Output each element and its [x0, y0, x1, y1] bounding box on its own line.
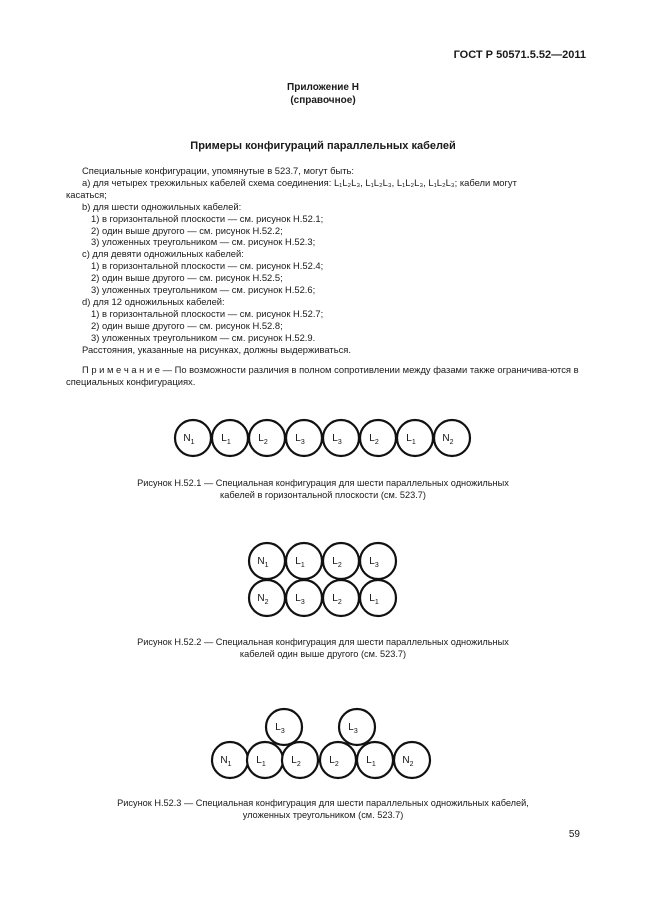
cable-label: $N_1$ [257, 556, 269, 569]
cable-label: $L_3$ [295, 593, 305, 606]
cable-label: $L_3$ [369, 556, 379, 569]
figure-3-caption [0, 797, 646, 821]
cable-label: $L_2$ [369, 433, 379, 446]
section-title: Примеры конфигураций параллельных кабелей [190, 140, 456, 152]
list-subitem: 2) один выше другого — см. рисунок Н.52.2; [91, 224, 283, 236]
cable-circle [249, 580, 285, 616]
figure-3-cables [212, 709, 430, 778]
list-subitem: 1) в горизонтальной плоскости — см. рисунок Н.52.7; [91, 307, 324, 319]
list-subitem: 2) один выше другого — см. рисунок Н.52.5; [91, 272, 283, 284]
cable-label: $N_2$ [442, 433, 454, 446]
figure-2-caption-line-2: кабелей один выше другого (см. 523.7) [239, 649, 407, 659]
cable-label: $L_1$ [256, 755, 266, 768]
cable-label: $L_1$ [406, 433, 416, 446]
cable-circle [249, 543, 285, 579]
figure-3-caption-line-1: Рисунок Н.52.3 — Специальная конфигурация для шести параллельных одножильных кабелей, [117, 798, 529, 808]
annex-title: Приложение Н [287, 82, 359, 93]
list-subitem: 2) один выше другого — см. рисунок Н.52.8; [91, 319, 283, 331]
cable-circle [286, 543, 322, 579]
cable-label: $N_2$ [402, 755, 414, 768]
cable-circle [212, 742, 248, 778]
cable-circle [357, 742, 393, 778]
list-subitem: 1) в горизонтальной плоскости — см. рисунок Н.52.4; [91, 260, 324, 272]
cable-circle [212, 420, 248, 456]
note-paragraph: П р и м е ч а н и е — По возможности различия в полном сопротивлении между фазами также ограничива-ются в специальных конфигурациях. [66, 364, 579, 387]
cable-circle [323, 580, 359, 616]
figure-1-caption-line-2: кабелей в горизонтальной плоскости (см. 523.7) [220, 490, 426, 500]
cable-label: $L_1$ [366, 755, 376, 768]
cable-circle [397, 420, 433, 456]
cable-circle [434, 420, 470, 456]
cable-circle [286, 580, 322, 616]
cable-circle [286, 420, 322, 456]
figure-1-caption [0, 477, 646, 501]
list-item-b: b) для шести одножильных кабелей: [82, 200, 242, 212]
list-subitem: 1) в горизонтальной плоскости — см. рисунок Н.52.1; [91, 212, 324, 224]
figure-2-caption-line-1: Рисунок Н.52.2 — Специальная конфигурация для шести параллельных одножильных [137, 637, 509, 647]
cable-label: $L_2$ [332, 593, 342, 606]
cable-circle [360, 580, 396, 616]
cable-label: $L_3$ [332, 433, 342, 446]
distances-paragraph: Расстояния, указанные на рисунках, должны выдерживаться. [82, 343, 351, 355]
cable-label: $L_2$ [329, 755, 339, 768]
cable-label: $N_1$ [183, 433, 195, 446]
page-number: 59 [568, 829, 580, 840]
cable-label: $L_3$ [348, 722, 358, 735]
cable-label: $L_1$ [221, 433, 231, 446]
cable-circle [323, 543, 359, 579]
cable-label: $L_3$ [275, 722, 285, 735]
cable-circle [175, 420, 211, 456]
cable-circle [266, 709, 302, 745]
list-subitem: 3) уложенных треугольником — см. рисунок Н.52.6; [91, 284, 316, 296]
cable-circle [247, 742, 283, 778]
annex-subtitle: (справочное) [290, 95, 356, 106]
list-item-c: с) для девяти одножильных кабелей: [82, 248, 244, 260]
cable-circle [249, 420, 285, 456]
cable-label: $L_2$ [332, 556, 342, 569]
cable-circle [360, 420, 396, 456]
list-subitem: 3) уложенных треугольником — см. рисунок Н.52.3; [91, 236, 316, 248]
cable-label: $N_2$ [257, 593, 269, 606]
list-item-a-cont: касаться; [66, 188, 107, 200]
list-subitem: 3) уложенных треугольником — см. рисунок Н.52.9. [91, 331, 316, 343]
figure-2-cables [249, 543, 396, 616]
cable-circle [360, 543, 396, 579]
list-item-d: d) для 12 одножильных кабелей: [82, 295, 225, 307]
intro-paragraph: Специальные конфигурации, упомянутые в 523.7, могут быть: [82, 165, 355, 176]
cable-label: $N_1$ [220, 755, 232, 768]
figure-2-caption [0, 636, 646, 660]
cable-circle [339, 709, 375, 745]
list-item-a: а) для четырех трехжильных кабелей схема соединения: L₁L₂L₃, L₁L₂L₃, L₁L₂L₃, L₁L₂L₃; кабели могут [82, 176, 517, 188]
cable-circle [282, 742, 318, 778]
cable-label: $L_1$ [369, 593, 379, 606]
cable-circle [394, 742, 430, 778]
cable-label: $L_3$ [295, 433, 305, 446]
cable-circle [320, 742, 356, 778]
standard-number: ГОСТ Р 50571.5.52—2011 [453, 49, 586, 61]
cable-label: $L_1$ [295, 556, 305, 569]
cable-label: $L_2$ [291, 755, 301, 768]
cable-circle [323, 420, 359, 456]
figure-1-cables [175, 420, 470, 456]
figure-1-caption-line-1: Рисунок Н.52.1 — Специальная конфигурация для шести параллельных одножильных [137, 478, 509, 488]
cable-label: $L_2$ [258, 433, 268, 446]
figure-3-caption-line-2: уложенных треугольником (см. 523.7) [242, 810, 404, 820]
